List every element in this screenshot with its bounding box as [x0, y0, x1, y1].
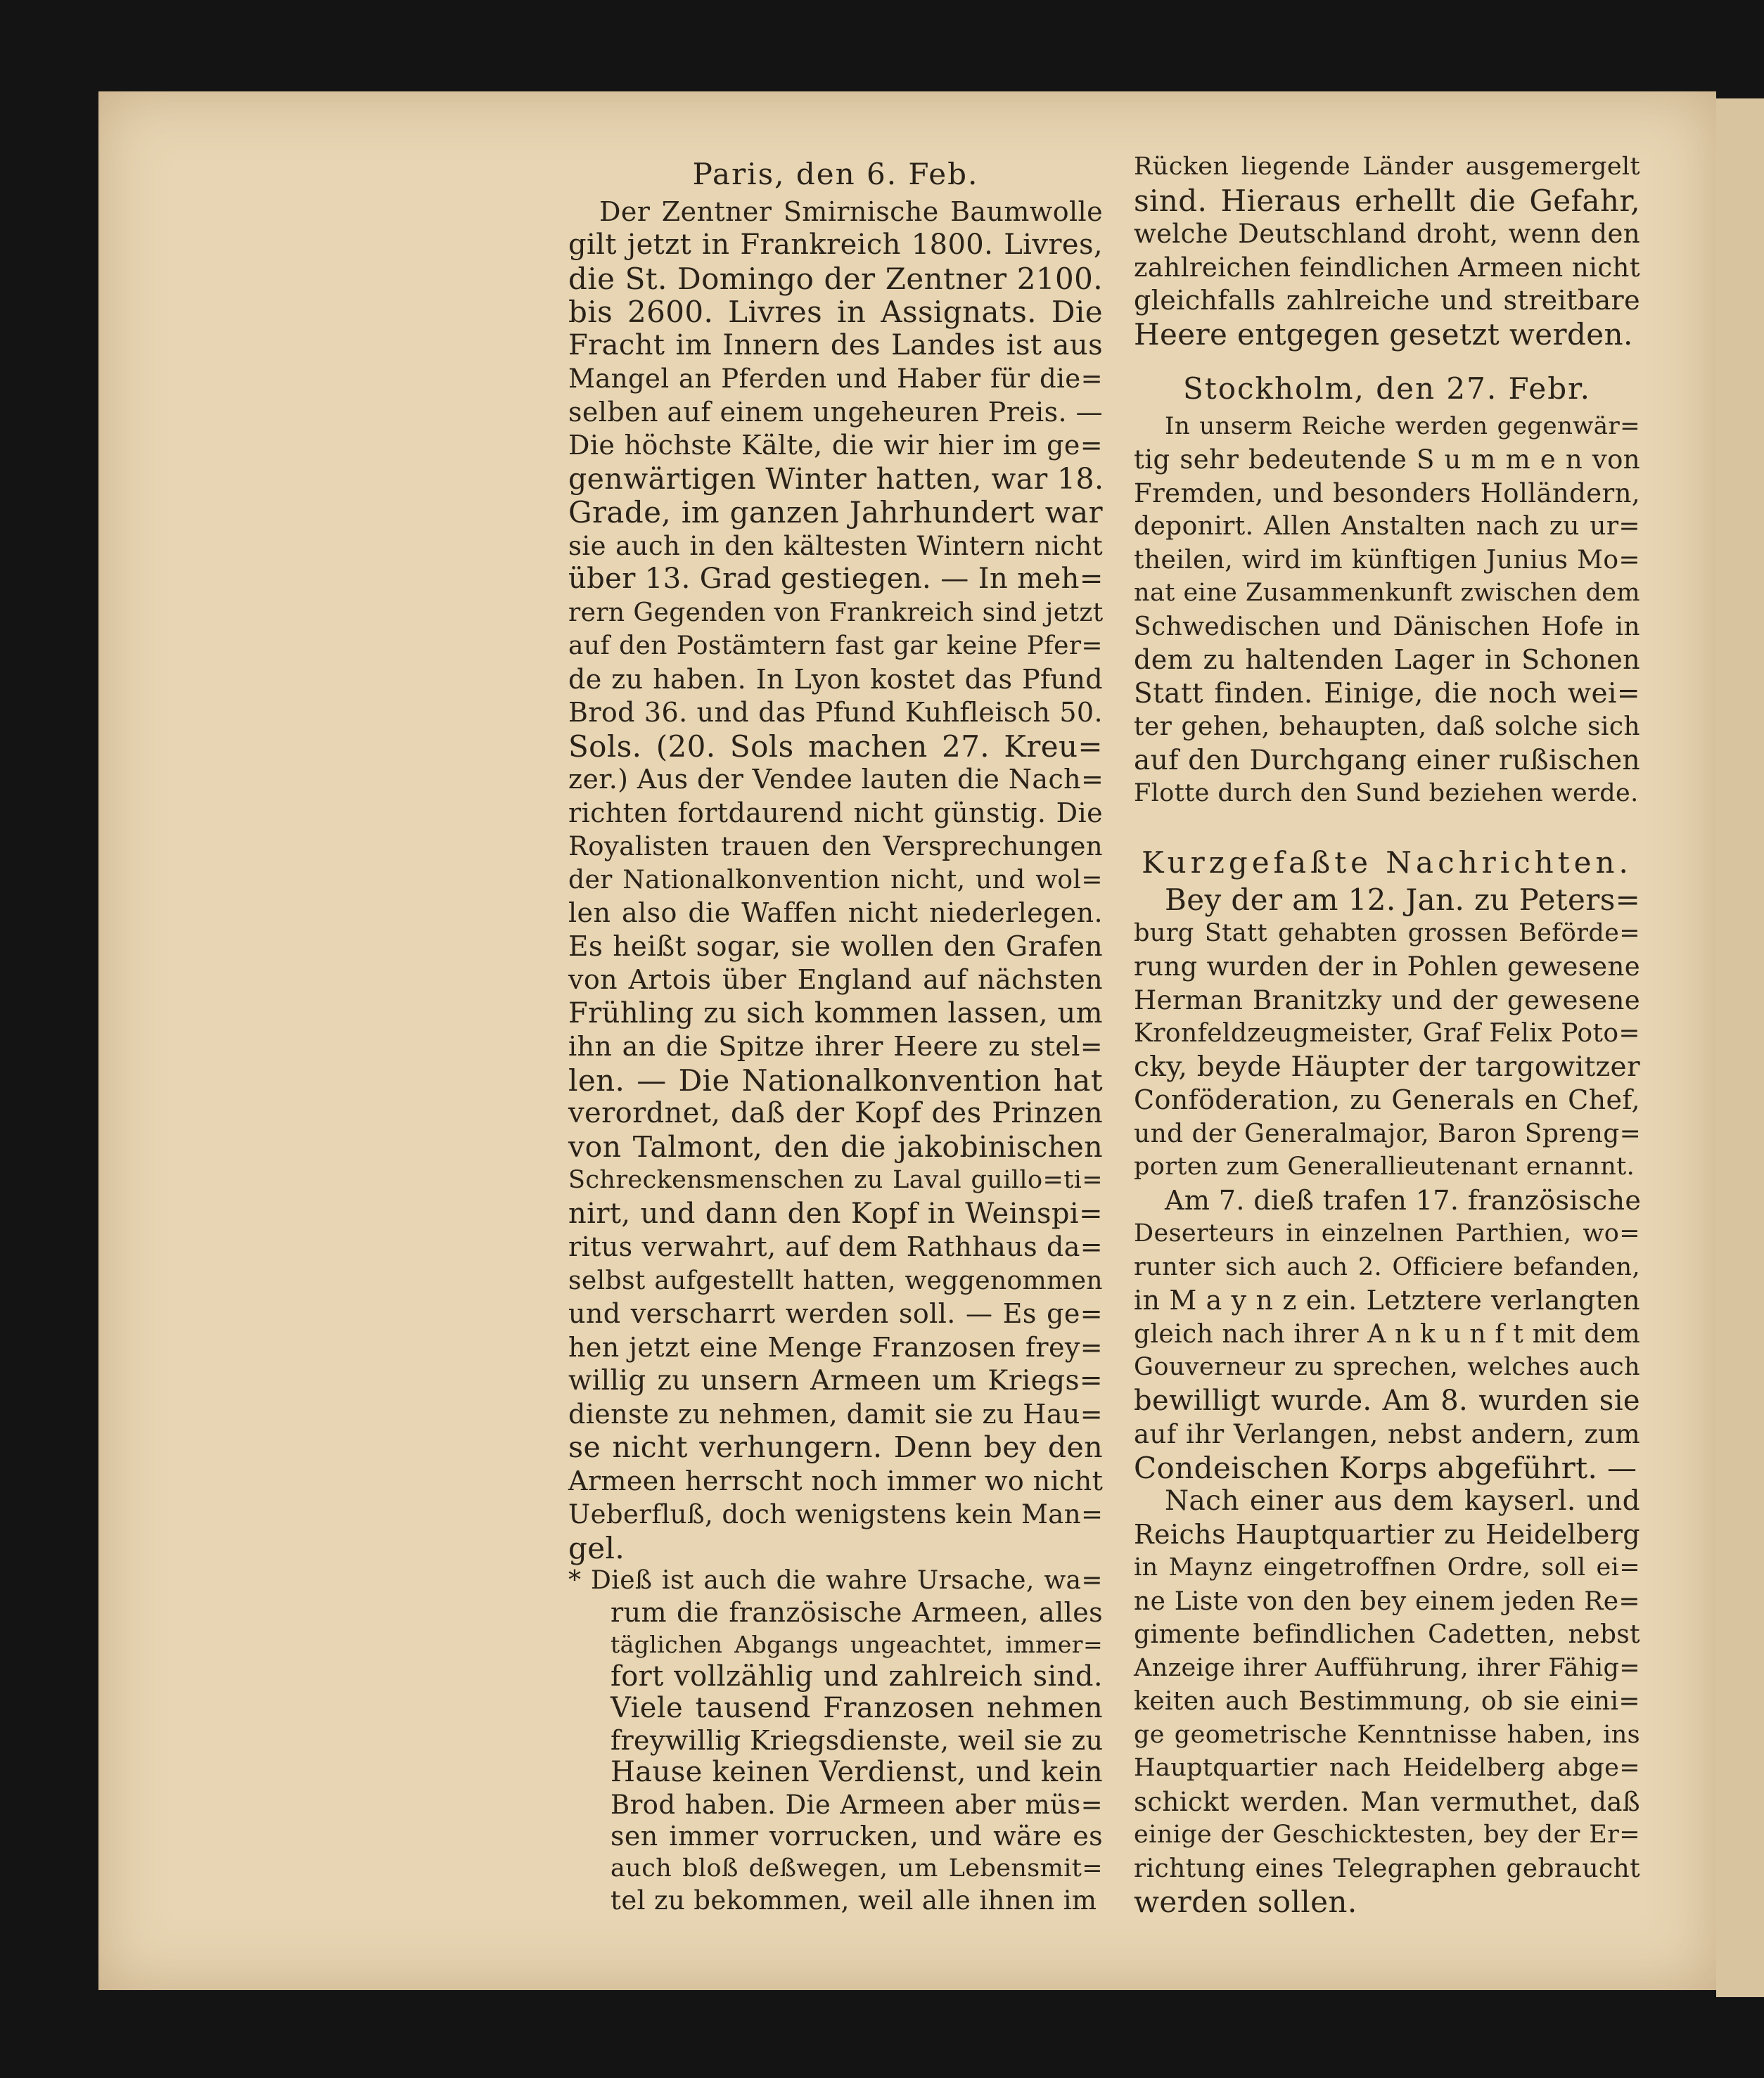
text-line: und der Generalmajor, Baron Spreng=: [1134, 1119, 1642, 1148]
text-line: Die höchste Kälte, die wir hier im ge=: [568, 430, 1103, 461]
text-line: Nach einer aus dem kayserl. und: [1165, 1485, 1640, 1517]
text-line: Schreckensmenschen zu Laval guillo=ti=: [568, 1166, 1103, 1194]
text-line: verordnet, daß der Kopf des Prinzen: [568, 1097, 1103, 1129]
footnote-line: Viele tausend Franzosen nehmen: [611, 1692, 1103, 1724]
text-line: Deserteurs in einzelnen Parthien, wo=: [1134, 1219, 1640, 1248]
text-line: Kronfeldzeugmeister, Graf Felix Poto=: [1134, 1019, 1640, 1048]
footnote-line: Hause keinen Verdienst, und kein: [611, 1756, 1103, 1788]
text-line: ihn an die Spitze ihrer Heere zu stel=: [568, 1031, 1103, 1062]
article-continuation: [1134, 150, 1640, 351]
text-line: porten zum Generallieutenant ernannt.: [1134, 1153, 1635, 1181]
text-line: Conföderation, zu Generals en Chef,: [1134, 1084, 1640, 1115]
footnote: [568, 1565, 1103, 1917]
text-line: hen jetzt eine Menge Franzosen frey=: [568, 1331, 1103, 1363]
text-line: Gouverneur zu sprechen, welches auch: [1134, 1353, 1640, 1381]
text-line: Hauptquartier nach Heidelberg abge=: [1134, 1754, 1640, 1782]
text-line: schickt werden. Man vermuthet, daß: [1134, 1786, 1640, 1817]
text-line: bewilligt wurde. Am 8. wurden sie: [1134, 1384, 1640, 1417]
text-line: de zu haben. In Lyon kostet das Pfund: [568, 663, 1103, 695]
text-line: Sols. (20. Sols machen 27. Kreu=: [568, 729, 1103, 764]
text-line: Fremden, und besonders Holländern,: [1134, 477, 1640, 508]
text-line: gel.: [568, 1530, 625, 1565]
text-line: ge geometrische Kenntnisse haben, ins: [1134, 1720, 1640, 1749]
text-line: gleichfalls zahlreiche und streitbare: [1134, 285, 1640, 316]
footnote-line: auch bloß deßwegen, um Lebensmit=: [611, 1854, 1103, 1883]
adjacent-page-edge: [1716, 98, 1764, 1997]
text-line: Royalisten trauen den Versprechungen: [568, 831, 1103, 861]
text-line: nirt, und dann den Kopf in Weinspi=: [568, 1197, 1103, 1230]
text-line: auf den Durchgang einer rußischen: [1134, 744, 1640, 776]
text-line: Reichs Hauptquartier zu Heidelberg: [1134, 1518, 1640, 1550]
article-paris: [568, 195, 1103, 1565]
text-line: se nicht verhungern. Denn bey den: [568, 1430, 1103, 1464]
text-line: In unserm Reiche werden gegenwär=: [1165, 411, 1640, 440]
text-line: welche Deutschland droht, wenn den: [1134, 219, 1640, 249]
text-line: Anzeige ihrer Aufführung, ihrer Fähig=: [1134, 1653, 1640, 1682]
text-line: ter gehen, behaupten, daß solche sich: [1134, 712, 1640, 741]
text-line: Fracht im Innern des Landes ist aus: [568, 328, 1103, 361]
text-line: auf den Postämtern fast gar keine Pfer=: [568, 631, 1103, 660]
footnote-line: fort vollzählig und zahlreich sind.: [611, 1660, 1103, 1693]
text-line: selben auf einem ungeheuren Preis. —: [568, 396, 1103, 428]
text-line: Ueberfluß, doch wenigstens kein Man=: [568, 1499, 1104, 1529]
text-line: auf ihr Verlangen, nebst andern, zum: [1134, 1419, 1640, 1449]
text-line: und verscharrt werden soll. — Es ge=: [568, 1298, 1103, 1329]
section-heading-news: Kurzgefaßte Nachrichten.: [1142, 845, 1632, 880]
text-line: sind. Hieraus erhellt die Gefahr,: [1134, 183, 1640, 218]
footnote-line: tel zu bekommen, weil alle ihnen im: [611, 1885, 1097, 1916]
text-line: dienste zu nehmen, damit sie zu Hau=: [568, 1398, 1103, 1430]
footnote-line: rum die französische Armeen, alles: [611, 1596, 1103, 1628]
text-line: Grade, im ganzen Jahrhundert war: [568, 495, 1103, 530]
text-line: Armeen herrscht noch immer wo nicht: [568, 1465, 1104, 1496]
text-line: bis 2600. Livres in Assignats. Die: [568, 295, 1103, 329]
text-line: zer.) Aus der Vendee lauten die Nach=: [568, 764, 1104, 795]
text-line: einige der Geschicktesten, bey der Er=: [1134, 1821, 1640, 1849]
text-line: rern Gegenden von Frankreich sind jetzt: [568, 598, 1104, 627]
text-line: Flotte durch den Sund beziehen werde.: [1134, 779, 1639, 807]
text-line: Schwedischen und Dänischen Hofe in: [1134, 612, 1640, 641]
text-line: Herman Branitzky und der gewesene: [1134, 985, 1640, 1015]
text-line: sie auch in den kältesten Wintern nicht: [568, 530, 1103, 561]
footnote-line: * Dieß ist auch die wahre Ursache, wa=: [568, 1566, 1103, 1595]
text-line: cky, beyde Häupter der targowitzer: [1134, 1051, 1640, 1083]
text-line: werden sollen.: [1134, 1885, 1357, 1919]
text-line: willig zu unsern Armeen um Kriegs=: [568, 1365, 1103, 1397]
text-line: gilt jetzt in Frankreich 1800. Livres,: [568, 229, 1103, 261]
text-line: richten fortdaurend nicht günstig. Die: [568, 797, 1103, 828]
text-line: gleich nach ihrer A n k u n f t mit dem: [1134, 1319, 1640, 1349]
text-line: gimente befindlichen Cadetten, nebst: [1134, 1620, 1640, 1649]
text-line: Bey der am 12. Jan. zu Peters=: [1165, 883, 1641, 917]
article-stockholm: [1134, 410, 1640, 811]
text-line: über 13. Grad gestiegen. — In meh=: [568, 563, 1104, 595]
text-line: ne Liste von den bey einem jeden Re=: [1134, 1586, 1640, 1616]
text-line: in M a y n z ein. Letztere verlangten: [1134, 1285, 1640, 1316]
text-line: der Nationalkonvention nicht, und wol=: [568, 865, 1103, 894]
text-line: genwärtigen Winter hatten, war 18.: [568, 461, 1104, 496]
footnote-line: freywillig Kriegsdienste, weil sie zu: [611, 1724, 1104, 1756]
text-line: zahlreichen feindlichen Armeen nicht: [1134, 252, 1640, 283]
text-line: theilen, wird im künftigen Junius Mo=: [1134, 545, 1640, 575]
text-line: deponirt. Allen Anstalten nach zu ur=: [1134, 512, 1640, 541]
text-line: dem zu haltenden Lager in Schonen: [1134, 644, 1640, 675]
text-line: Am 7. dieß trafen 17. französische: [1165, 1184, 1642, 1216]
text-line: in Maynz eingetroffnen Ordre, soll ei=: [1134, 1553, 1640, 1582]
footnote-line: Brod haben. Die Armeen aber müs=: [611, 1789, 1103, 1820]
text-line: Brod 36. und das Pfund Kuhfleisch 50.: [568, 697, 1103, 728]
text-line: Der Zentner Smirnische Baumwolle: [599, 195, 1103, 227]
dateline-stockholm: Stockholm, den 27. Febr.: [1183, 371, 1591, 406]
text-line: richtung eines Telegraphen gebraucht: [1134, 1854, 1640, 1883]
text-line: Heere entgegen gesetzt werden.: [1134, 316, 1633, 352]
footnote-line: täglichen Abgangs ungeachtet, immer=: [611, 1631, 1103, 1658]
text-line: ritus verwahrt, auf dem Rathhaus da=: [568, 1231, 1103, 1262]
text-line: tig sehr bedeutende S u m m e n von: [1134, 444, 1640, 475]
text-line: Statt finden. Einige, die noch wei=: [1134, 677, 1640, 710]
left-column: [568, 158, 1103, 1917]
text-line: nat eine Zusammenkunft zwischen dem: [1134, 579, 1640, 607]
text-line: selbst aufgestellt hatten, weggenommen: [568, 1266, 1103, 1295]
text-line: Condeischen Korps abgeführt. —: [1134, 1450, 1637, 1485]
dateline-paris: Paris, den 6. Feb.: [692, 157, 979, 191]
text-line: von Talmont, den die jakobinischen: [568, 1129, 1103, 1164]
text-line: Rücken liegende Länder ausgemergelt: [1134, 153, 1640, 181]
text-line: runter sich auch 2. Officiere befanden,: [1134, 1252, 1640, 1281]
right-column: [1134, 150, 1640, 1919]
text-line: Es heißt sogar, sie wollen den Grafen: [568, 930, 1103, 963]
footnote-line: sen immer vorrucken, und wäre es: [611, 1821, 1103, 1852]
text-line: die St. Domingo der Zentner 2100.: [568, 261, 1103, 296]
text-line: keiten auch Bestimmung, ob sie eini=: [1134, 1687, 1640, 1716]
text-line: rung wurden der in Pohlen gewesene: [1134, 951, 1640, 982]
article-news: [1134, 883, 1640, 1919]
text-line: burg Statt gehabten grossen Beförde=: [1134, 918, 1640, 947]
text-line: Mangel an Pferden und Haber für die=: [568, 364, 1103, 394]
text-line: len also die Waffen nicht niederlegen.: [568, 897, 1103, 928]
text-line: len. — Die Nationalkonvention hat: [568, 1063, 1103, 1098]
text-line: Frühling zu sich kommen lassen, um: [568, 996, 1103, 1030]
text-line: von Artois über England auf nächsten: [568, 964, 1103, 995]
